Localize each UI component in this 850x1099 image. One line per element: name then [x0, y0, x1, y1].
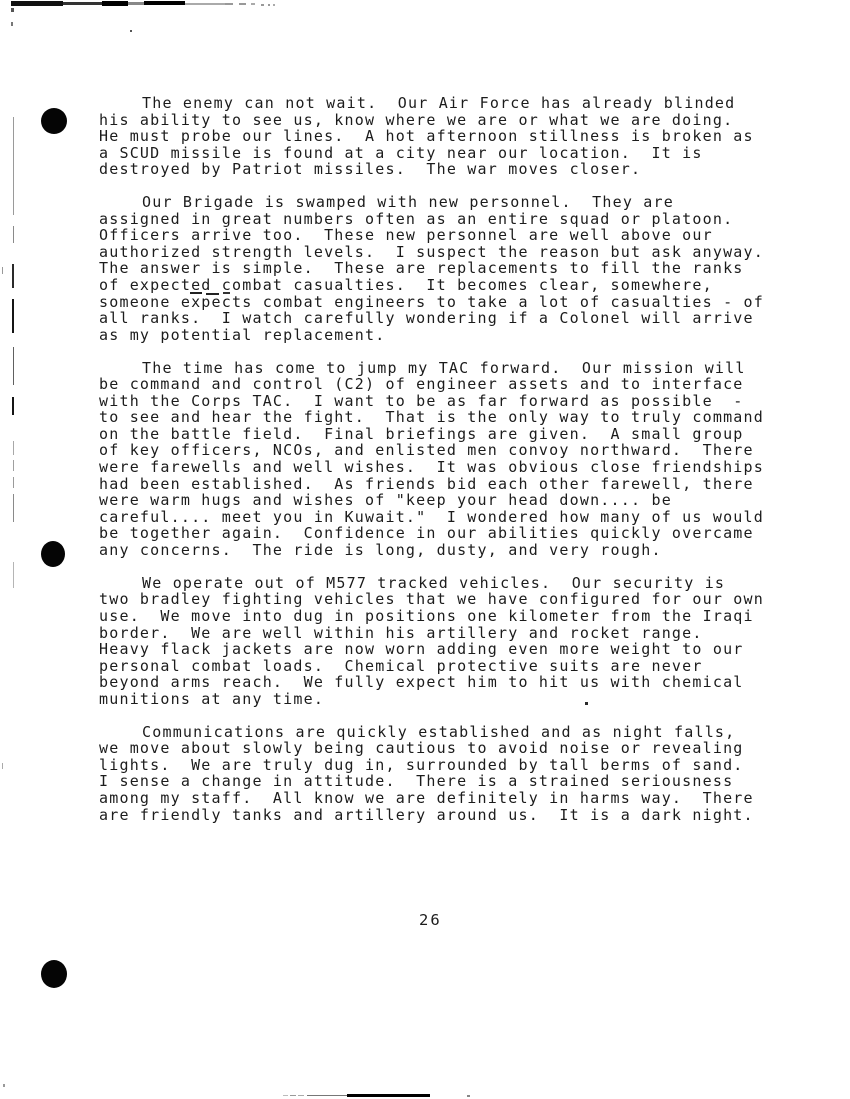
punch-hole-top: [41, 108, 67, 134]
text-line: someone expects combat engineers to take a lot of casualties - of: [99, 292, 764, 311]
text-line: Our Brigade is swamped with new personnel. They are: [142, 193, 674, 212]
text-line: any concerns. The ride is long, dusty, and very rough.: [99, 540, 662, 559]
paragraph: [99, 724, 789, 823]
paragraph: [99, 360, 789, 559]
text-line: authorized strength levels. I suspect the reason but ask anyway.: [99, 242, 764, 261]
text-line: to see and hear the fight. That is the only way to truly command: [99, 408, 764, 427]
text-line: we move about slowly being cautious to avoid noise or revealing: [99, 739, 744, 758]
text-line: Heavy flack jackets are now worn adding even more weight to our: [99, 640, 744, 659]
text-line: We operate out of M577 tracked vehicles. Our security is: [142, 573, 726, 592]
text-line: his ability to see us, know where we are or what we are doing.: [99, 110, 734, 129]
text-line: of key officers, NCOs, and enlisted men convoy northward. There: [99, 441, 754, 460]
text-line: among my staff. All know we are definitely in harms way. There: [99, 788, 754, 807]
text-line: all ranks. I watch carefully wondering if a Colonel will arrive: [99, 309, 754, 328]
text-line: with the Corps TAC. I want to be as far forward as possible -: [99, 391, 744, 410]
text-line: He must probe our lines. A hot afternoon stillness is broken as: [99, 127, 754, 146]
text-line: be command and control (C2) of engineer assets and to interface: [99, 375, 744, 394]
paragraph: [99, 95, 789, 178]
text-line: lights. We are truly dug in, surrounded by tall berms of sand.: [99, 755, 744, 774]
page-number: 26: [419, 911, 442, 929]
text-line: a SCUD missile is found at a city near our location. It is: [99, 143, 703, 162]
paragraph: [99, 194, 789, 343]
text-line: assigned in great numbers often as an entire squad or platoon.: [99, 209, 734, 228]
text-line: Officers arrive too. These new personnel are well above our: [99, 226, 713, 245]
text-line: are friendly tanks and artillery around us. It is a dark night.: [99, 805, 754, 824]
text-line: use. We move into dug in positions one kilometer from the Iraqi: [99, 606, 754, 625]
punch-hole-middle: [41, 541, 65, 567]
text-line: as my potential replacement.: [99, 325, 386, 344]
text-line: Communications are quickly established and as night falls,: [142, 722, 736, 741]
document-body: [99, 95, 789, 823]
text-line: The answer is simple. These are replacements to fill the ranks: [99, 259, 744, 278]
text-line: be together again. Confidence in our abilities quickly overcame: [99, 524, 754, 543]
text-line: beyond arms reach. We fully expect him to hit us with chemical: [99, 673, 744, 692]
text-line: The enemy can not wait. Our Air Force has already blinded: [142, 94, 736, 112]
text-line: on the battle field. Final briefings are given. A small group: [99, 424, 744, 443]
paragraph: [99, 575, 789, 707]
text-line: The time has come to jump my TAC forward. Our mission will: [142, 358, 746, 377]
text-line: two bradley fighting vehicles that we have configured for our own: [99, 590, 764, 609]
text-line: were warm hugs and wishes of "keep your head down.... be: [99, 491, 672, 510]
text-line: I sense a change in attitude. There is a strained seriousness: [99, 772, 734, 791]
text-line: had been established. As friends bid each other farewell, there: [99, 474, 754, 493]
text-line: of expected combat casualties. It becomes clear, somewhere,: [99, 276, 713, 295]
text-line: border. We are well within his artillery and rocket range.: [99, 623, 703, 642]
text-line: were farewells and well wishes. It was obvious close friendships: [99, 458, 764, 477]
text-line: personal combat loads. Chemical protective suits are never: [99, 656, 703, 675]
text-line: careful.... meet you in Kuwait." I wondered how many of us would: [99, 507, 764, 526]
text-line: destroyed by Patriot missiles. The war moves closer.: [99, 160, 642, 179]
text-line: munitions at any time.: [99, 689, 325, 708]
punch-hole-bottom: [41, 960, 67, 988]
